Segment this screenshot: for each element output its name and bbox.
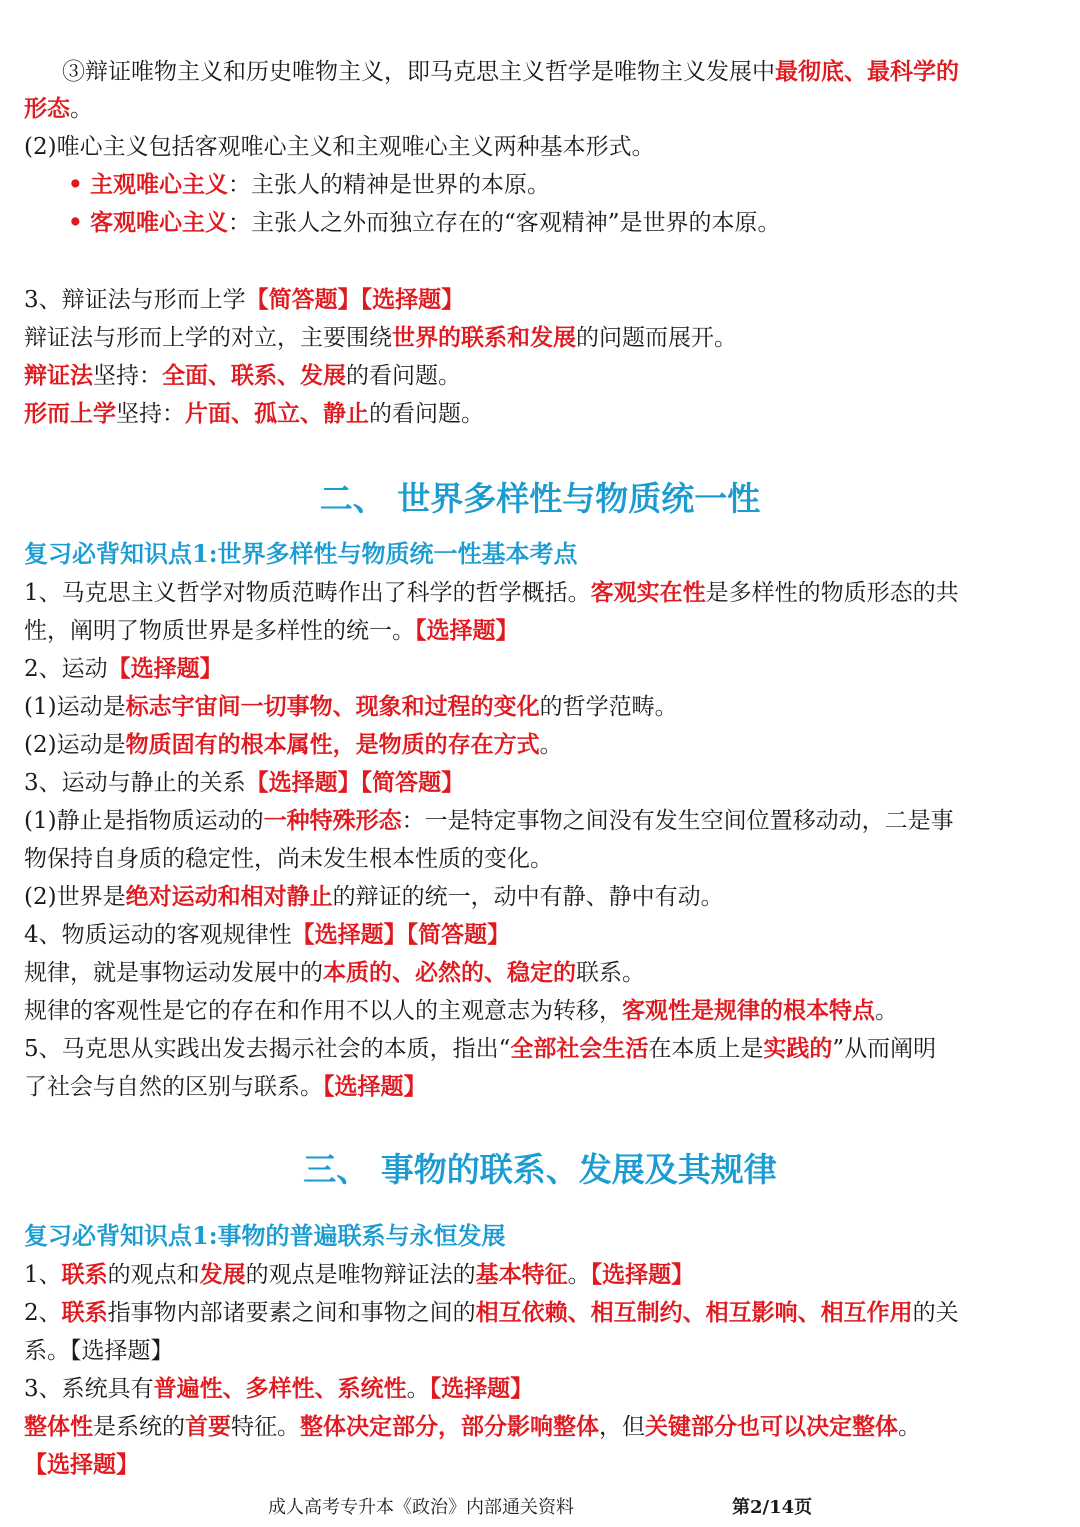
para-rest-definition: (1)静止是指物质运动的一种特殊形态：一是特定事物之间没有发生空间位置移动动，二是事 — [24, 807, 954, 834]
footer-doc-title: 成人高考专升本《政治》内部通关资料 — [268, 1497, 574, 1518]
bullet-objective-idealism: • 客观唯心主义：主张人之外而独立存在的“客观精神”是世界的本原。 — [68, 209, 781, 236]
para-absolute-relative: (2)世界是绝对运动和相对静止的辩证的统一，动中有静、静中有动。 — [24, 883, 724, 910]
para-dialectics-heading: 3、辩证法与形而上学【简答题】【选择题】 — [24, 286, 465, 313]
para-motion-heading: 2、运动【选择题】 — [24, 655, 223, 682]
para-connection-definition-cont: 系。【选择题】 — [24, 1338, 174, 1364]
bullet-dot: • — [68, 171, 83, 198]
section-title-3: 三、 事物的联系、发展及其规律 — [303, 1150, 777, 1189]
para-metaphysics-insists: 形而上学坚持：片面、孤立、静止的看问题。 — [24, 400, 484, 427]
para-integrity-cont: 【选择题】 — [24, 1451, 139, 1478]
para-law-definition: 规律，就是事物运动发展中的本质的、必然的、稳定的联系。 — [24, 959, 645, 986]
footer-page-number: 第2/14页 — [732, 1497, 813, 1518]
para-connection-definition: 2、联系指事物内部诸要素之间和事物之间的相互依赖、相互制约、相互影响、相互作用的关 — [24, 1299, 959, 1326]
para-dialectics-insists: 辩证法坚持：全面、联系、发展的看问题。 — [24, 362, 461, 389]
para-system-features: 3、系统具有普遍性、多样性、系统性。【选择题】 — [24, 1375, 534, 1402]
para-integrity: 整体性是系统的首要特征。整体决定部分，部分影响整体，但关键部分也可以决定整体。 — [24, 1413, 921, 1440]
para-dialectical-materialism-cont: 形态。 — [24, 95, 93, 122]
bullet-dot: • — [68, 209, 83, 236]
para-dialectical-materialism: ③辩证唯物主义和历史唯物主义，即马克思主义哲学是唯物主义发展中最彻底、最科学的 — [62, 58, 959, 85]
bullet-subjective-idealism: • 主观唯心主义：主张人的精神是世界的本原。 — [68, 171, 551, 198]
para-motion-1: (1)运动是标志宇宙间一切事物、现象和过程的变化的哲学范畴。 — [24, 693, 678, 720]
subsection-title-2: 复习必背知识点1:世界多样性与物质统一性基本考点 — [24, 539, 578, 568]
para-motion-2: (2)运动是物质固有的根本属性，是物质的存在方式。 — [24, 731, 563, 758]
para-motion-rest-heading: 3、运动与静止的关系【选择题】【简答题】 — [24, 769, 465, 796]
para-idealism-forms: (2)唯心主义包括客观唯心主义和主观唯心主义两种基本形式。 — [24, 134, 655, 160]
section-title-2: 二、 世界多样性与物质统一性 — [319, 479, 761, 518]
para-law-objectivity: 规律的客观性是它的存在和作用不以人的主观意志为转移，客观性是规律的根本特点。 — [24, 997, 898, 1024]
para-dialectics-opposition: 辩证法与形而上学的对立，主要围绕世界的联系和发展的问题而展开。 — [24, 324, 737, 351]
para-marx-practice-cont: 了社会与自然的区别与联系。【选择题】 — [24, 1073, 427, 1100]
para-marx-practice: 5、马克思从实践出发去揭示社会的本质，指出“全部社会生活在本质上是实践的”从而阐明 — [24, 1035, 937, 1062]
subsection-title-3: 复习必背知识点1:事物的普遍联系与永恒发展 — [24, 1221, 506, 1250]
para-connection-development: 1、联系的观点和发展的观点是唯物辩证法的基本特征。【选择题】 — [24, 1261, 695, 1288]
para-matter-category: 1、马克思主义哲学对物质范畴作出了科学的哲学概括。客观实在性是多样性的物质形态的共 — [24, 579, 959, 606]
para-law-heading: 4、物质运动的客观规律性【选择题】【简答题】 — [24, 921, 511, 948]
para-rest-definition-cont: 物保持自身质的稳定性，尚未发生根本性质的变化。 — [24, 846, 553, 872]
para-matter-category-cont: 性，阐明了物质世界是多样性的统一。【选择题】 — [24, 617, 519, 644]
